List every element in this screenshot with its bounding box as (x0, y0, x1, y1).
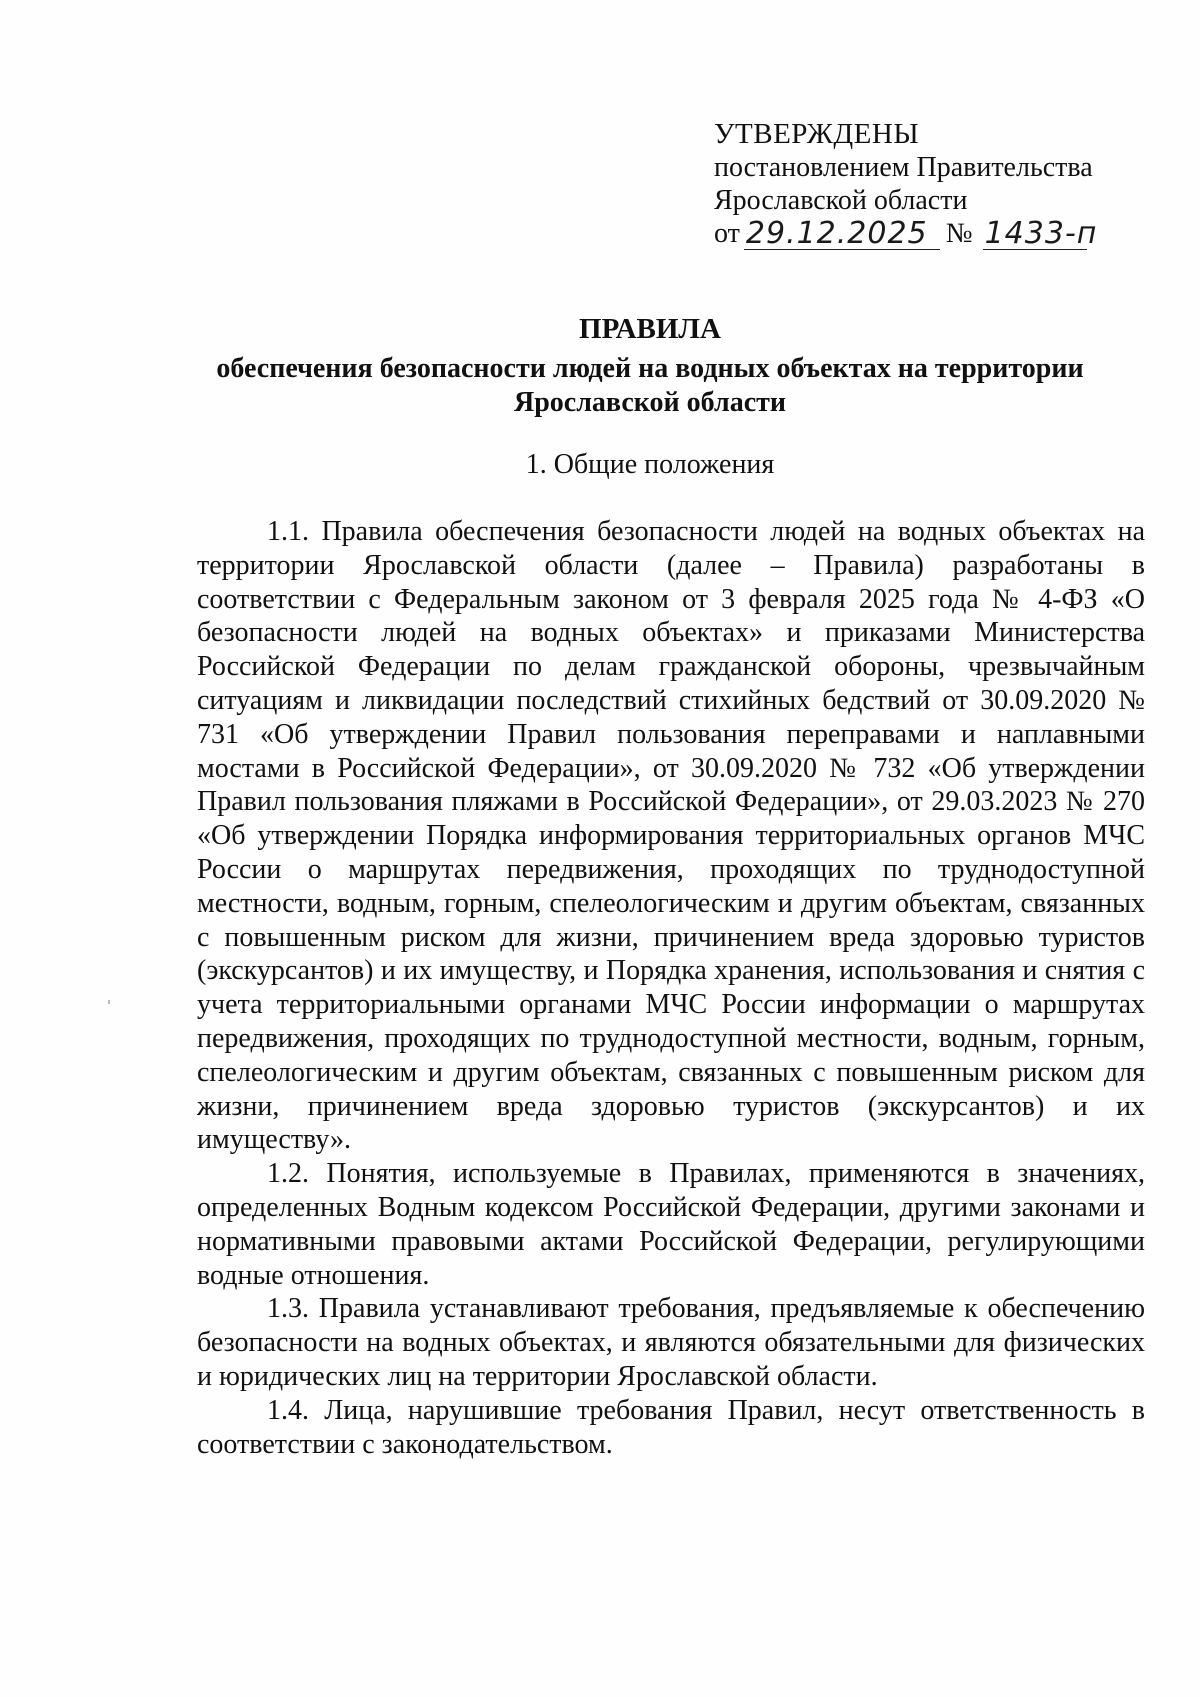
approval-date-line (714, 217, 1134, 250)
approval-line-2: Ярославской области (714, 185, 968, 216)
number-label: № (945, 218, 973, 249)
section-heading: 1. Общие положения (525, 449, 775, 480)
paragraph-1-3: 1.3. Правила устанавливают требования, предъявляемые к обеспечению безопасности на водных объектах, и являются обязательными для физических и юридических лиц на территории Ярославской области. (197, 1293, 1145, 1392)
document-subtitle: обеспечения безопасности людей на водных объектах на территории Ярославской области (216, 353, 1084, 418)
paragraph-1-2: 1.2. Понятия, используемые в Правилах, применяются в значениях, определенных Водным кодексом Российской Федерации, другими законами и нормативными правовыми актами Российской Федерации, регулирующими водные отношения. (197, 1158, 1145, 1291)
scan-artifact (108, 1000, 110, 1004)
approval-stamp-block (714, 118, 1134, 250)
document-body (197, 515, 1145, 1461)
document-title-block (150, 312, 1150, 420)
approval-heading: УТВЕРЖДЕНЫ (714, 118, 920, 150)
paragraph-1-1: 1.1. Правила обеспечения безопасности людей на водных объектах на территории Ярославской области (далее – Правила) разработаны в соответствии с Федеральным законом от 3 февраля 2025 года № 4-ФЗ «О безопасности людей на водных объектах» и приказами Министерства Российской Федерации по делам гражданской обороны, чрезвычайным ситуациям и ликвидации последствий стихийных бедствий от 30.09.2020 № 731 «Об утверждении Правил пользования переправами и наплавными мостами в Российской Федерации», от 30.09.2020 № 732 «Об утверждении Правил пользования пляжами в Российской Федерации», от 29.03.2023 № 270 «Об утверждении Порядка информирования территориальных органов МЧС России о маршрутах передвижения, проходящих по труднодоступной местности, водным, горным, спелеологическим и другим объектам, связанных с повышенным риском для жизни, причинением вреда здоровью туристов (экскурсантов) и их имуществу, и Порядка хранения, использования и снятия с учета территориальными органами МЧС России информации о маршрутах передвижения, проходящих по труднодоступной местности, водным, горным, спелеологическим и другим объектам, связанных с повышенным риском для жизни, причинением вреда здоровью туристов (экскурсантов) и их имуществу». (197, 516, 1145, 1156)
document-title: ПРАВИЛА (579, 313, 721, 345)
paragraph-1-4: 1.4. Лица, нарушившие требования Правил, несут ответственность в соответствии с законодательством. (197, 1394, 1145, 1460)
approval-line-1: постановлением Правительства (714, 152, 1093, 183)
handwritten-date: 29.12.2025 (744, 219, 940, 250)
from-label: от (714, 218, 740, 249)
handwritten-number: 1433-п (984, 216, 1098, 251)
